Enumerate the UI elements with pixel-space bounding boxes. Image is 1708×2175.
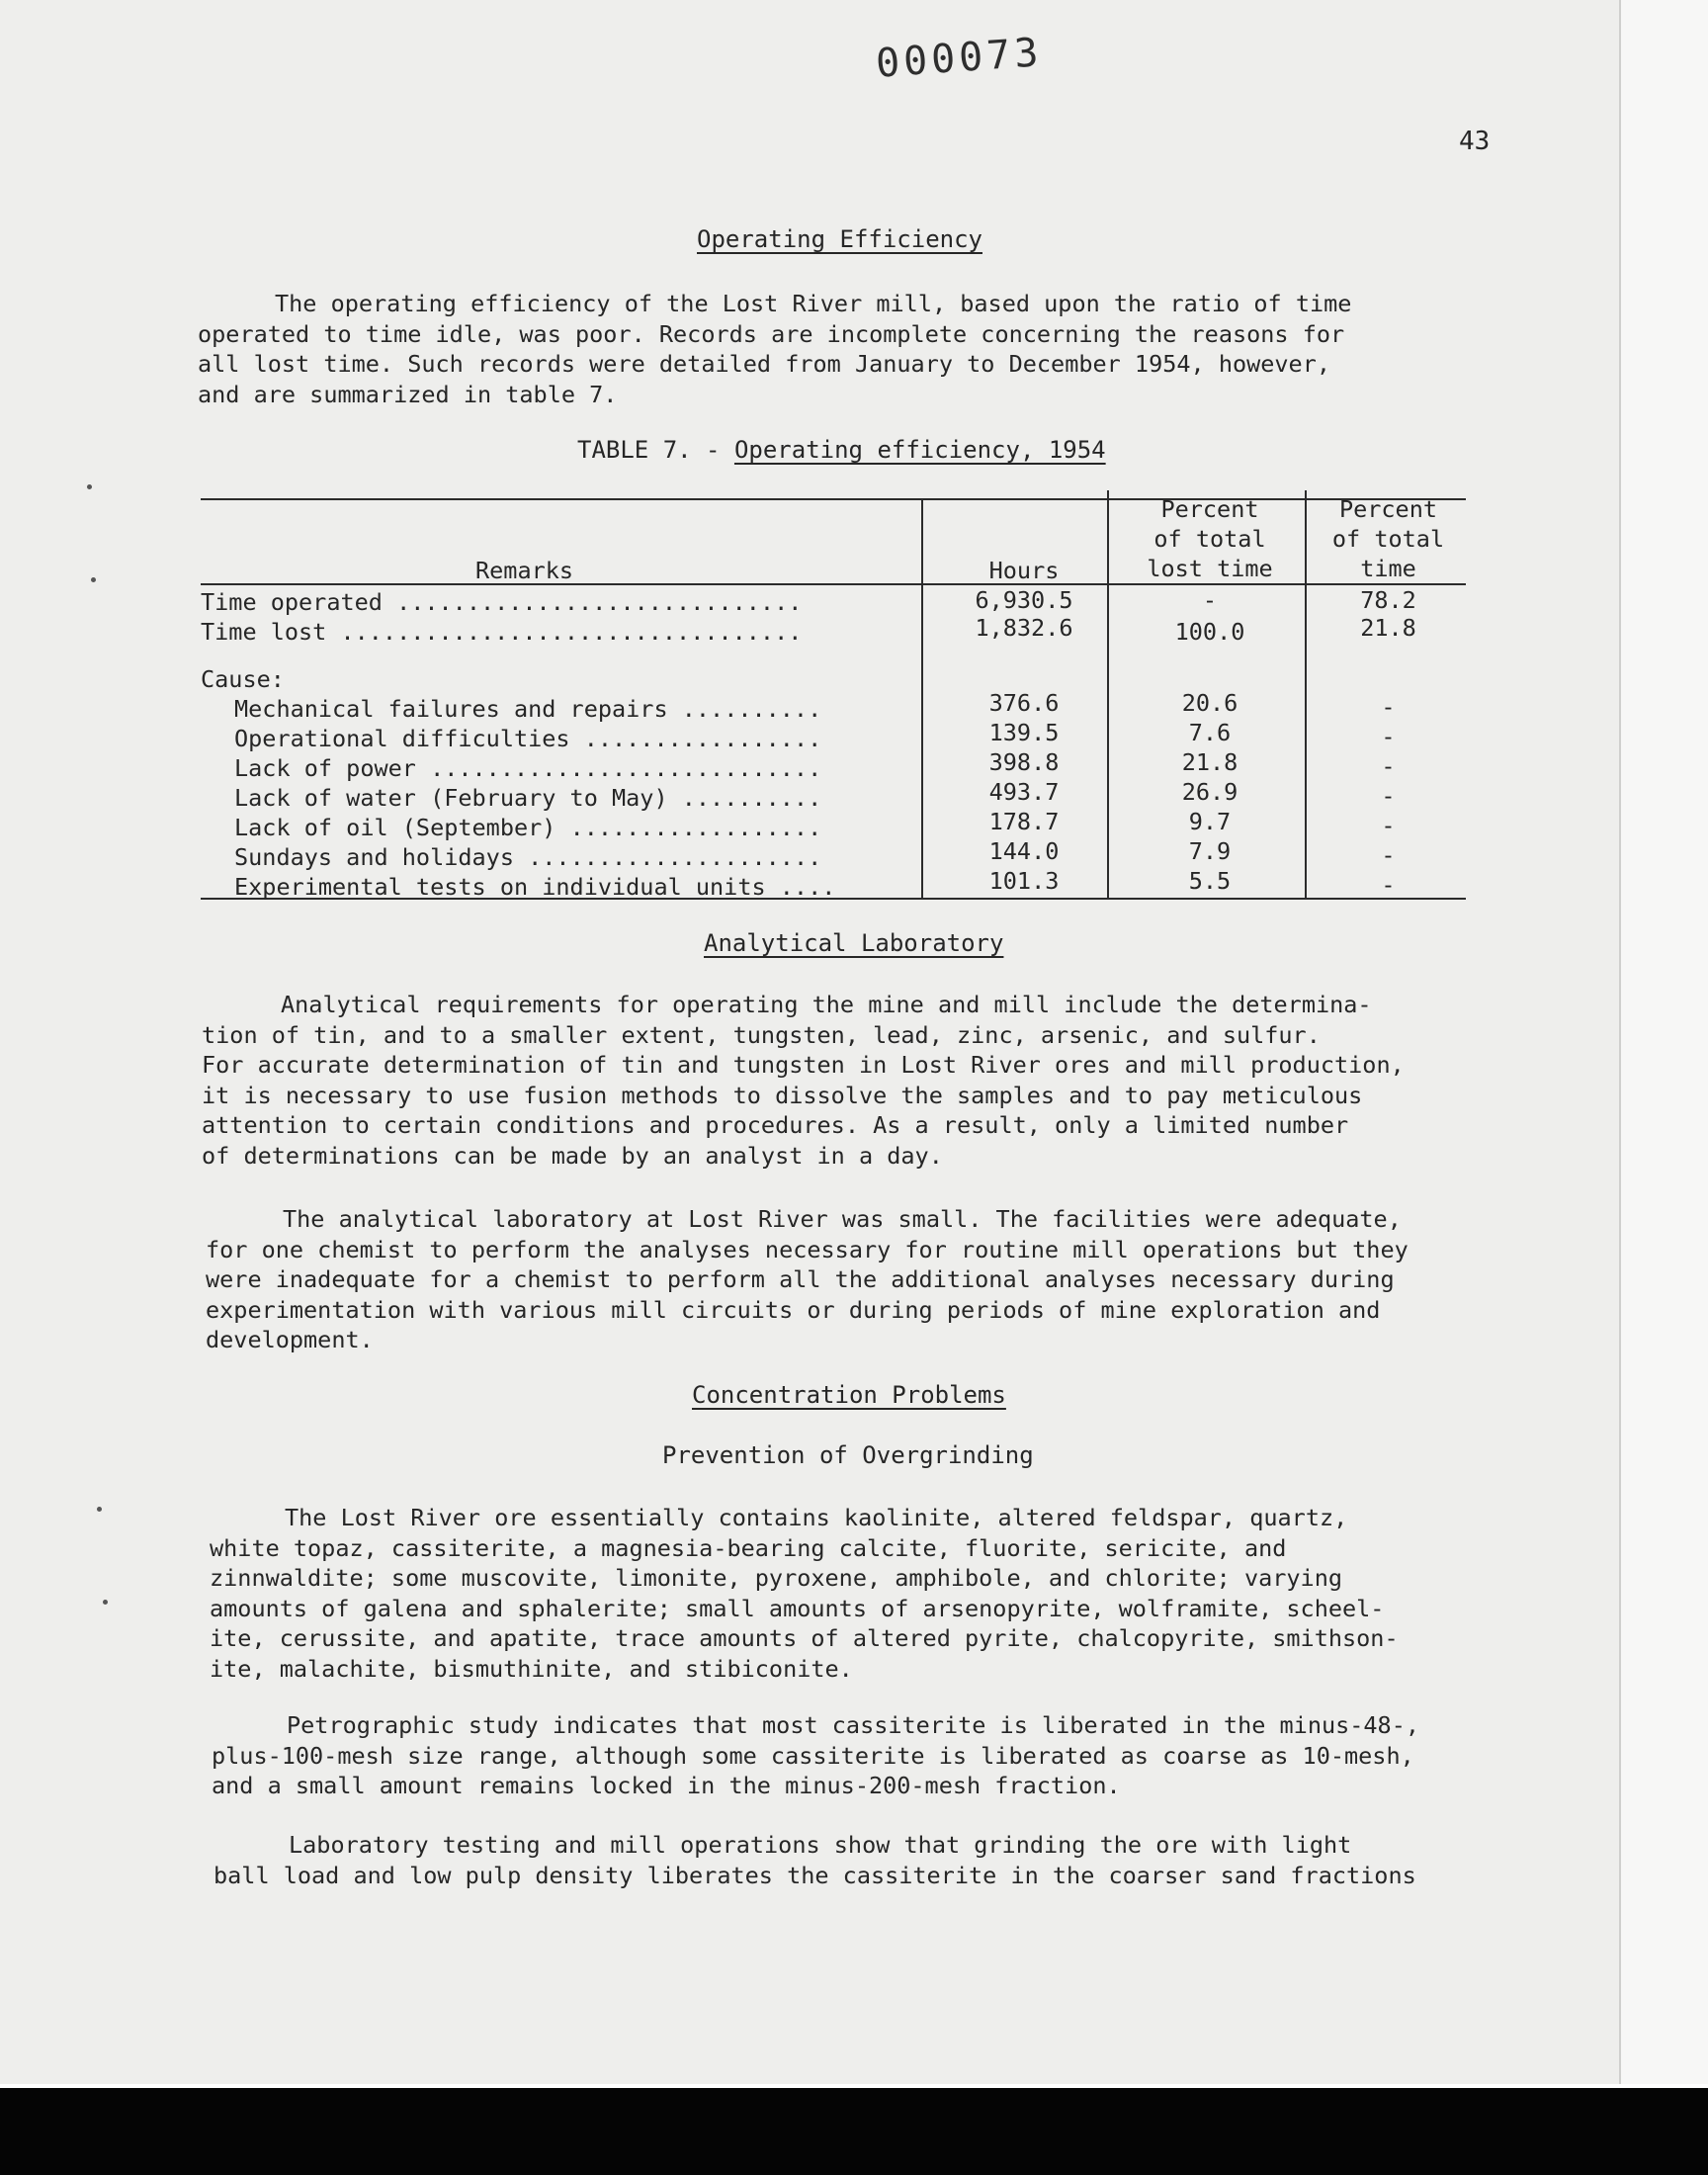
paragraph-concentration-3: [214, 1830, 1416, 1890]
row-label: Sundays and holidays: [234, 843, 529, 871]
row-percent-lost: 21.8: [1181, 748, 1238, 776]
scan-margin: [1621, 0, 1708, 2084]
header-line: of total: [1153, 525, 1266, 553]
row-percent-total: -: [1381, 871, 1396, 899]
row-percent-lost: 9.7: [1188, 808, 1232, 835]
page-number: 43: [1459, 127, 1491, 156]
text-line: ite, cerussite, and apatite, trace amounts of altered pyrite, chalcopyrite, smithson-: [210, 1624, 1399, 1652]
text-line: operated to time idle, was poor. Records are incomplete concerning the reasons for: [198, 319, 1345, 348]
text-line: experimentation with various mill circuits or during periods of mine exploration and: [206, 1295, 1381, 1324]
leader-dots: ............................: [430, 754, 822, 782]
row-percent-lost: 20.6: [1181, 689, 1238, 717]
row-label: Mechanical failures and repairs: [234, 695, 682, 723]
leader-dots: ..........: [681, 695, 822, 723]
text-line: The Lost River ore essentially contains kaolinite, altered feldspar, quartz,: [285, 1504, 1348, 1531]
text-line: and are summarized in table 7.: [198, 380, 618, 408]
row-percent-lost: 5.5: [1188, 867, 1232, 895]
header-remarks: Remarks: [475, 557, 574, 584]
text-line: Laboratory testing and mill operations show that grinding the ore with light: [289, 1831, 1352, 1859]
table-caption-number: TABLE 7. -: [577, 436, 734, 464]
row-percent-lost: 26.9: [1181, 778, 1238, 806]
row-percent-total: -: [1381, 812, 1396, 839]
leader-dots: .................: [583, 725, 822, 752]
row-label: Time lost: [201, 618, 341, 646]
text-line: attention to certain conditions and procedures. As a result, only a limited number: [202, 1111, 1349, 1139]
leader-dots: .....................: [528, 843, 822, 871]
leader-dots: ..........: [681, 784, 822, 812]
punch-mark: [103, 1600, 108, 1605]
text-line: ite, malachite, bismuthinite, and stibiconite.: [210, 1654, 853, 1683]
subheading-prevention-of-overgrinding: Prevention of Overgrinding: [662, 1441, 1034, 1469]
row-percent-total: -: [1381, 841, 1396, 869]
table-caption-title: Operating efficiency, 1954: [733, 436, 1106, 464]
row-hours: 376.6: [988, 689, 1060, 717]
row-percent-total: -: [1381, 693, 1396, 721]
row-label: Lack of power: [234, 754, 431, 782]
row-percent-total: -: [1381, 723, 1396, 750]
cause-row-remarks: [234, 842, 821, 872]
scanner-border: [0, 2088, 1708, 2175]
row-percent-lost: -: [1202, 586, 1218, 614]
paragraph-analytical-laboratory-1: [202, 990, 1405, 1171]
row-hours: 493.7: [988, 778, 1060, 806]
text-line: and a small amount remains locked in the minus-200-mesh fraction.: [212, 1772, 1121, 1799]
cause-row-remarks: [234, 753, 821, 783]
row-hours: 1,832.6: [975, 614, 1073, 642]
header-percent-lost-time: [1111, 494, 1309, 583]
row-percent-total: 78.2: [1360, 586, 1416, 614]
row-percent-lost: 7.9: [1188, 837, 1232, 865]
row-percent-lost: 7.6: [1188, 719, 1232, 746]
text-line: it is necessary to use fusion methods to dissolve the samples and to pay meticulous: [202, 1081, 1363, 1109]
cause-label: Cause:: [201, 665, 285, 693]
cause-row-remarks: [234, 813, 821, 842]
punch-mark: [87, 484, 92, 489]
paragraph-concentration-2: [212, 1710, 1419, 1801]
punch-mark: [97, 1507, 102, 1512]
section-heading-analytical-laboratory: Analytical Laboratory: [704, 929, 1004, 957]
row-label: Operational difficulties: [234, 725, 584, 752]
column-divider: [921, 498, 923, 900]
cause-row-remarks: [234, 872, 835, 902]
leader-dots: .................................: [340, 618, 803, 646]
row-remarks: [201, 617, 802, 647]
text-line: were inadequate for a chemist to perform all the additional analyses necessary during: [206, 1265, 1395, 1293]
paragraph-concentration-1: [210, 1503, 1399, 1684]
row-percent-total: -: [1381, 752, 1396, 780]
section-heading-concentration-problems: Concentration Problems: [692, 1381, 1006, 1409]
table-caption: [577, 436, 1106, 464]
text-line: Analytical requirements for operating the mine and mill include the determina-: [281, 991, 1372, 1018]
text-line: zinnwaldite; some muscovite, limonite, pyroxene, amphibole, and chlorite; varying: [210, 1564, 1343, 1592]
punch-mark: [91, 577, 96, 582]
text-line: ball load and low pulp density liberates the cassiterite in the coarser sand fractions: [214, 1861, 1416, 1889]
text-line: all lost time. Such records were detailed from January to December 1954, however,: [198, 350, 1331, 378]
row-hours: 139.5: [988, 719, 1060, 746]
cause-row-remarks: [234, 724, 821, 753]
paragraph-analytical-laboratory-2: [206, 1204, 1409, 1355]
text-line: for one chemist to perform the analyses necessary for routine mill operations but they: [206, 1235, 1409, 1263]
header-line: Percent: [1338, 495, 1438, 523]
leader-dots: ..................: [569, 814, 822, 841]
header-percent-total-time: [1311, 494, 1466, 583]
section-heading-operating-efficiency: Operating Efficiency: [697, 225, 982, 253]
text-line: For accurate determination of tin and tungsten in Lost River ores and mill production,: [202, 1051, 1405, 1079]
row-hours: 6,930.5: [975, 586, 1073, 614]
column-divider: [1107, 490, 1109, 900]
document-stamp: 000073: [874, 30, 1044, 87]
row-hours: 398.8: [988, 748, 1060, 776]
header-line: Percent: [1160, 495, 1259, 523]
text-line: amounts of galena and sphalerite; small amounts of arsenopyrite, wolframite, scheel-: [210, 1594, 1385, 1622]
text-line: The operating efficiency of the Lost River mill, based upon the ratio of time: [275, 290, 1352, 317]
text-line: plus-100-mesh size range, although some cassiterite is liberated as coarse as 10-mesh,: [212, 1741, 1414, 1770]
text-line: tion of tin, and to a smaller extent, tungsten, lead, zinc, arsenic, and sulfur.: [202, 1020, 1321, 1049]
row-label: Lack of oil (September): [234, 814, 570, 841]
row-percent-lost: 100.0: [1174, 618, 1245, 646]
row-label: Lack of water (February to May): [234, 784, 682, 812]
header-hours: Hours: [988, 557, 1060, 584]
text-line: of determinations can be made by an analyst in a day.: [202, 1141, 943, 1170]
leader-dots: ....: [779, 873, 836, 901]
leader-dots: .............................: [396, 588, 803, 616]
row-percent-total: -: [1381, 782, 1396, 810]
text-line: Petrographic study indicates that most cassiterite is liberated in the minus-48-,: [287, 1711, 1420, 1739]
text-line: The analytical laboratory at Lost River was small. The facilities were adequate,: [283, 1205, 1402, 1233]
operating-efficiency-table: [201, 490, 1466, 900]
header-line: of total: [1331, 525, 1445, 553]
row-label: Experimental tests on individual units: [234, 873, 780, 901]
header-line: time: [1360, 555, 1416, 582]
cause-row-remarks: [234, 694, 821, 724]
cause-row-remarks: [234, 783, 821, 813]
header-line: lost time: [1147, 555, 1273, 582]
row-hours: 101.3: [988, 867, 1060, 895]
row-hours: 144.0: [988, 837, 1060, 865]
text-line: white topaz, cassiterite, a magnesia-bearing calcite, fluorite, sericite, and: [210, 1533, 1287, 1562]
paragraph-operating-efficiency: [198, 289, 1351, 409]
row-percent-total: 21.8: [1360, 614, 1416, 642]
row-hours: 178.7: [988, 808, 1060, 835]
row-label: Time operated: [201, 588, 397, 616]
row-remarks: [201, 587, 802, 617]
text-line: development.: [206, 1326, 374, 1353]
